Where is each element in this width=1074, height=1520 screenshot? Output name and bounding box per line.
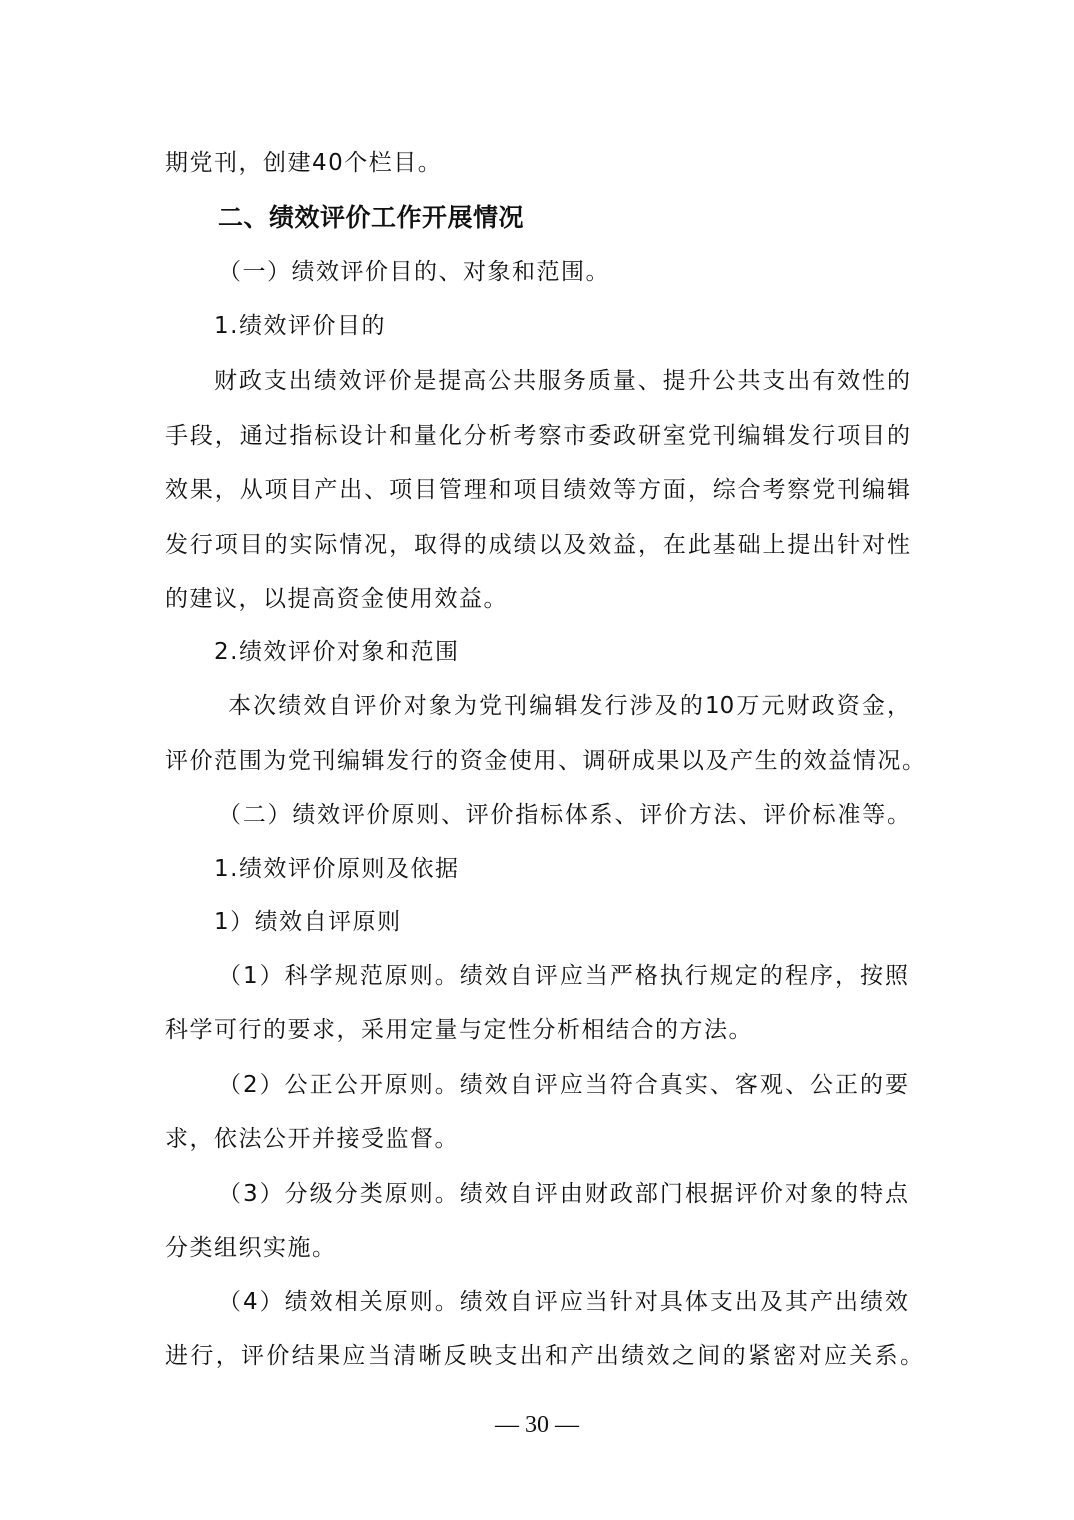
text-line: 本次绩效自评价对象为党刊编辑发行涉及的10万元财政资金， (228, 693, 910, 719)
text-line: 财政支出绩效评价是提高公共服务质量、提升公共支出有效性的 (214, 368, 910, 394)
section-heading: 二、绩效评价工作开展情况 (218, 203, 525, 232)
text-line: （2）公正公开原则。绩效自评应当符合真实、客观、公正的要 (218, 1072, 908, 1098)
subsection-heading: （一）绩效评价目的、对象和范围。 (218, 259, 610, 285)
text-line: 进行，评价结果应当清晰反映支出和产出绩效之间的紧密对应关系。 (165, 1343, 923, 1369)
text-line: 手段，通过指标设计和量化分析考察市委政研室党刊编辑发行项目的 (165, 423, 910, 449)
item-heading: 1）绩效自评原则 (214, 909, 402, 935)
text-line: 分类组织实施。 (165, 1235, 337, 1261)
text-line: （3）分级分类原则。绩效自评由财政部门根据评价对象的特点 (218, 1181, 908, 1207)
text-line: 期党刊，创建40个栏目。 (165, 150, 443, 176)
text-line: （1）科学规范原则。绩效自评应当严格执行规定的程序，按照 (218, 963, 908, 989)
text-line: 求，依法公开并接受监督。 (165, 1126, 459, 1152)
item-heading: 1.绩效评价目的 (214, 313, 386, 339)
text-line: 评价范围为党刊编辑发行的资金使用、调研成果以及产生的效益情况。 (165, 748, 925, 774)
item-heading: 1.绩效评价原则及依据 (214, 856, 460, 882)
text-line: 效果，从项目产出、项目管理和项目绩效等方面，综合考察党刊编辑 (165, 477, 910, 503)
text-line: 的建议，以提高资金使用效益。 (165, 586, 508, 612)
text-line: （4）绩效相关原则。绩效自评应当针对具体支出及其产出绩效 (218, 1289, 908, 1315)
page-number: — 30 — (495, 1412, 579, 1438)
text-line: 发行项目的实际情况，取得的成绩以及效益，在此基础上提出针对性 (165, 532, 910, 558)
text-line: 科学可行的要求，采用定量与定性分析相结合的方法。 (165, 1017, 753, 1043)
item-heading: 2.绩效评价对象和范围 (214, 639, 460, 665)
subsection-heading: （二）绩效评价原则、评价指标体系、评价方法、评价标准等。 (218, 802, 910, 828)
